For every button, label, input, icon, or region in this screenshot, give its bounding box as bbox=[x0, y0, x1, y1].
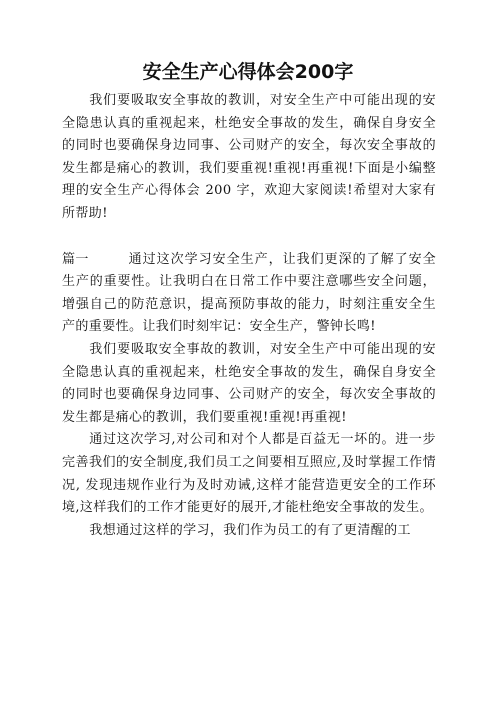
section-one-paragraph bbox=[62, 249, 436, 339]
paragraph-2: 我们要吸取安全事故的教训，对安全生产中可能出现的安全隐患认真的重视起来，杜绝安全事故的发生，确保自身安全的同时也要确保身边同事、公司财产的安全，每次安全事故的发生都是痛心的教训，我们要重视!重视!再重视! bbox=[62, 341, 436, 425]
paragraph-gap bbox=[62, 226, 436, 249]
document-body bbox=[62, 90, 436, 542]
section-one-text: 通过这次学习安全生产，让我们更深的了解了安全生产的重要性。让我明白在日常工作中要注意哪些安全问题，增强自己的防范意识，提高预防事故的能力，时刻注重安全生产的重要性。让我们时刻牢记：安全生产，警钟长鸣! bbox=[62, 251, 436, 335]
paragraph-4: 我想通过这样的学习，我们作为员工的有了更清醒的工 bbox=[89, 522, 411, 538]
intro-paragraph: 我们要吸取安全事故的教训，对安全生产中可能出现的安全隐患认真的重视起来，杜绝安全事故的发生，确保自身安全的同时也要确保身边同事、公司财产的安全，每次安全事故的发生都是痛心的教训，我们要重视!重视!再重视!下面是小编整理的安全生产心得体会 200 字，欢迎大家阅读!希望对大家有所帮助! bbox=[62, 93, 436, 221]
paragraph-3: 通过这次学习,对公司和对个人都是百益无一坏的。进一步完善我们的安全制度,我们员工之间要相互照应,及时掌握工作情况, 发现违规作业行为及时劝诫,这样才能营造更安全的工作环境,这样我们的工作才能更好的展开,才能杜绝安全事故的发生。 bbox=[62, 432, 436, 516]
section-label: 篇一 bbox=[62, 251, 89, 267]
document-title: 安全生产心得体会200字 bbox=[142, 61, 354, 83]
